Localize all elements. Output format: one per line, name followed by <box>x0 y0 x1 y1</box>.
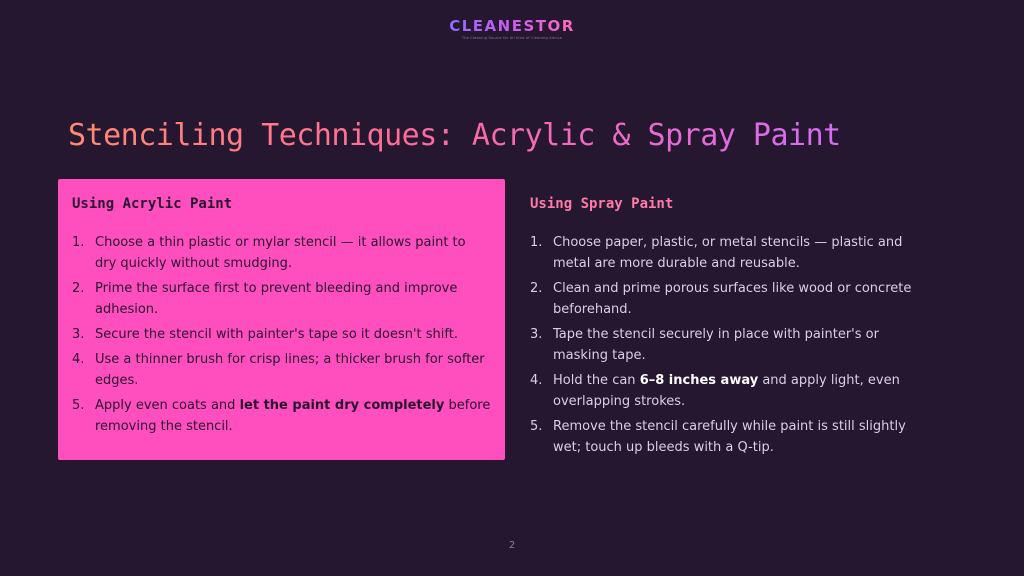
step-text: Hold the can 6–8 inches away and apply light, even overlapping strokes. <box>553 373 900 409</box>
acrylic-steps-list <box>72 232 491 437</box>
step-number: 1. <box>72 235 85 250</box>
list-item <box>72 278 491 320</box>
list-item <box>530 278 932 320</box>
list-item <box>72 232 491 274</box>
acrylic-heading: Using Acrylic Paint <box>72 196 233 212</box>
step-number: 2. <box>530 281 543 296</box>
step-text: Use a thinner brush for crisp lines; a thicker brush for softer edges. <box>95 352 485 388</box>
list-item <box>530 370 932 412</box>
spray-heading: Using Spray Paint <box>530 196 674 212</box>
step-text: Tape the stencil securely in place with painter's or masking tape. <box>553 327 879 363</box>
step-number: 3. <box>72 327 85 342</box>
list-item <box>72 395 491 437</box>
step-number: 5. <box>530 419 543 434</box>
list-item <box>530 232 932 274</box>
spray-card <box>516 179 946 460</box>
spray-steps-list <box>530 232 932 458</box>
step-text: Prime the surface first to prevent bleeding and improve adhesion. <box>95 281 458 317</box>
list-item <box>530 416 932 458</box>
step-number: 1. <box>530 235 543 250</box>
step-number: 5. <box>72 398 85 413</box>
list-item <box>530 324 932 366</box>
step-number: 3. <box>530 327 543 342</box>
slide-title: Stenciling Techniques: Acrylic & Spray Paint <box>68 118 841 153</box>
step-text: Remove the stencil carefully while paint is still slightly wet; touch up bleeds with a Q-tip. <box>553 419 906 455</box>
list-item <box>72 349 491 391</box>
step-text: Choose a thin plastic or mylar stencil — it allows paint to dry quickly without smudging. <box>95 235 466 271</box>
step-number: 2. <box>72 281 85 296</box>
list-item <box>72 324 491 345</box>
step-text: Clean and prime porous surfaces like wood or concrete beforehand. <box>553 281 912 317</box>
acrylic-card <box>58 179 505 460</box>
logo-tagline: The Cleaning Source for All Kind of Cleaning Advice <box>461 36 563 40</box>
step-text: Apply even coats and let the paint dry completely before removing the stencil. <box>95 398 491 434</box>
logo <box>0 16 1024 40</box>
page-number: 2 <box>508 540 516 551</box>
step-text: Choose paper, plastic, or metal stencils — plastic and metal are more durable and reusable. <box>553 235 903 271</box>
logo-text: CLEANESTOR <box>449 17 575 35</box>
step-number: 4. <box>72 352 85 367</box>
step-text: Secure the stencil with painter's tape so it doesn't shift. <box>95 327 458 342</box>
step-number: 4. <box>530 373 543 388</box>
